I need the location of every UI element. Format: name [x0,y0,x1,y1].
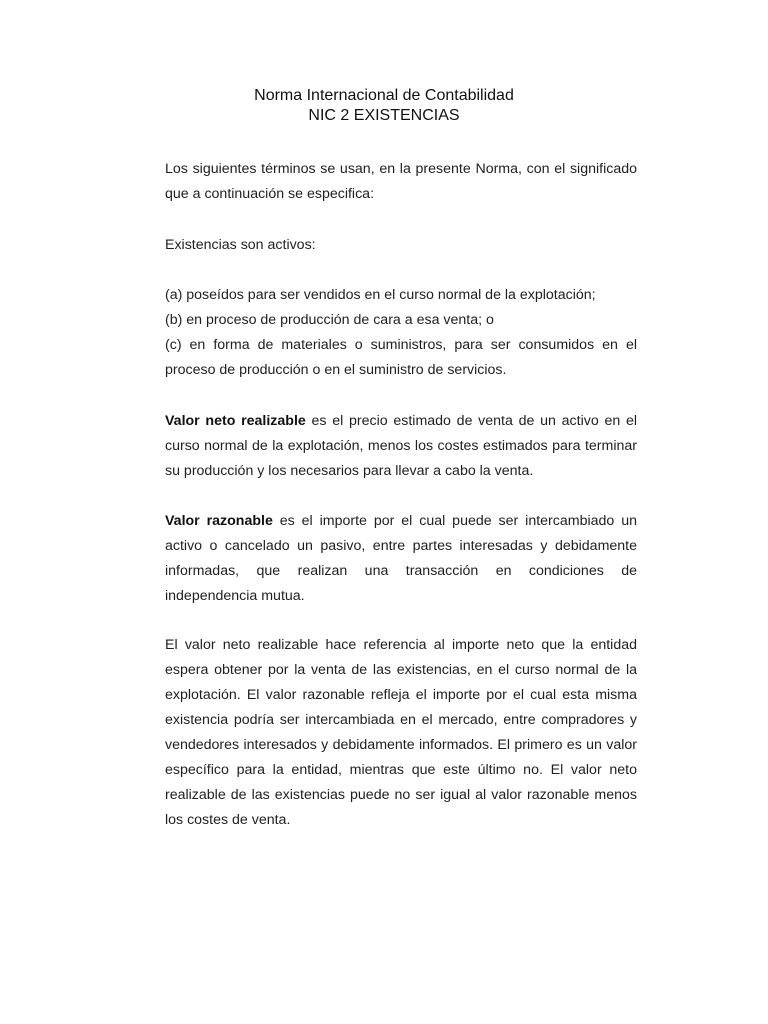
explanation-line: El valor neto realizable hace referencia al importe neto que la entidad [165,637,637,653]
explanation-line: existencia podría ser intercambiada en el mercado, entre compradores y [165,712,637,728]
document-subtitle: NIC 2 EXISTENCIAS [308,107,460,124]
vr-line: activo o cancelado un pasivo, entre partes interesadas y debidamente [165,538,637,554]
vnr-definition [165,409,637,484]
existencias-heading: Existencias son activos: [165,237,316,253]
intro-line: Los siguientes términos se usan, en la presente Norma, con el significado [165,161,637,177]
vr-line-rest: es el importe por el cual puede ser intercambiado un [272,513,637,529]
explanation-line: espera obtener por la venta de las existencias, en el curso normal de la [165,662,637,678]
document-title: Norma Internacional de Contabilidad [254,87,514,104]
vnr-term: Valor neto realizable [165,413,306,429]
vr-line: independencia mutua. [165,588,305,604]
vnr-line-rest: es el precio estimado de venta de un activo en el [305,413,637,429]
vnr-line [165,409,637,434]
explanation-paragraph [165,633,637,833]
explanation-line: específico para la entidad, mientras que este último no. El valor neto [165,762,637,778]
explanation-line: los costes de venta. [165,812,291,828]
item-c-line: proceso de producción o en el suministro de servicios. [165,362,507,378]
vr-line: informadas, que realizan una transacción en condiciones de [165,563,637,579]
item-a: (a) poseídos para ser vendidos en el curso normal de la explotación; [165,287,596,303]
item-c-line: (c) en forma de materiales o suministros, para ser consumidos en el [165,337,637,353]
item-b: (b) en proceso de producción de cara a esa venta; o [165,312,494,328]
vr-term: Valor razonable [165,513,273,529]
vr-definition [165,509,637,609]
vnr-line: curso normal de la explotación, menos los costes estimados para terminar [165,438,637,454]
intro-line: que a continuación se especifica: [165,186,375,202]
explanation-line: explotación. El valor razonable refleja el importe por el cual esta misma [165,687,637,703]
existencias-items [165,283,637,383]
explanation-line: vendedores interesados y debidamente informados. El primero es un valor [165,737,637,753]
vnr-line: su producción y los necesarios para llevar a cabo la venta. [165,463,534,479]
intro-paragraph [165,157,637,207]
vr-line [165,509,637,534]
explanation-line: realizable de las existencias puede no ser igual al valor razonable menos [165,787,637,803]
